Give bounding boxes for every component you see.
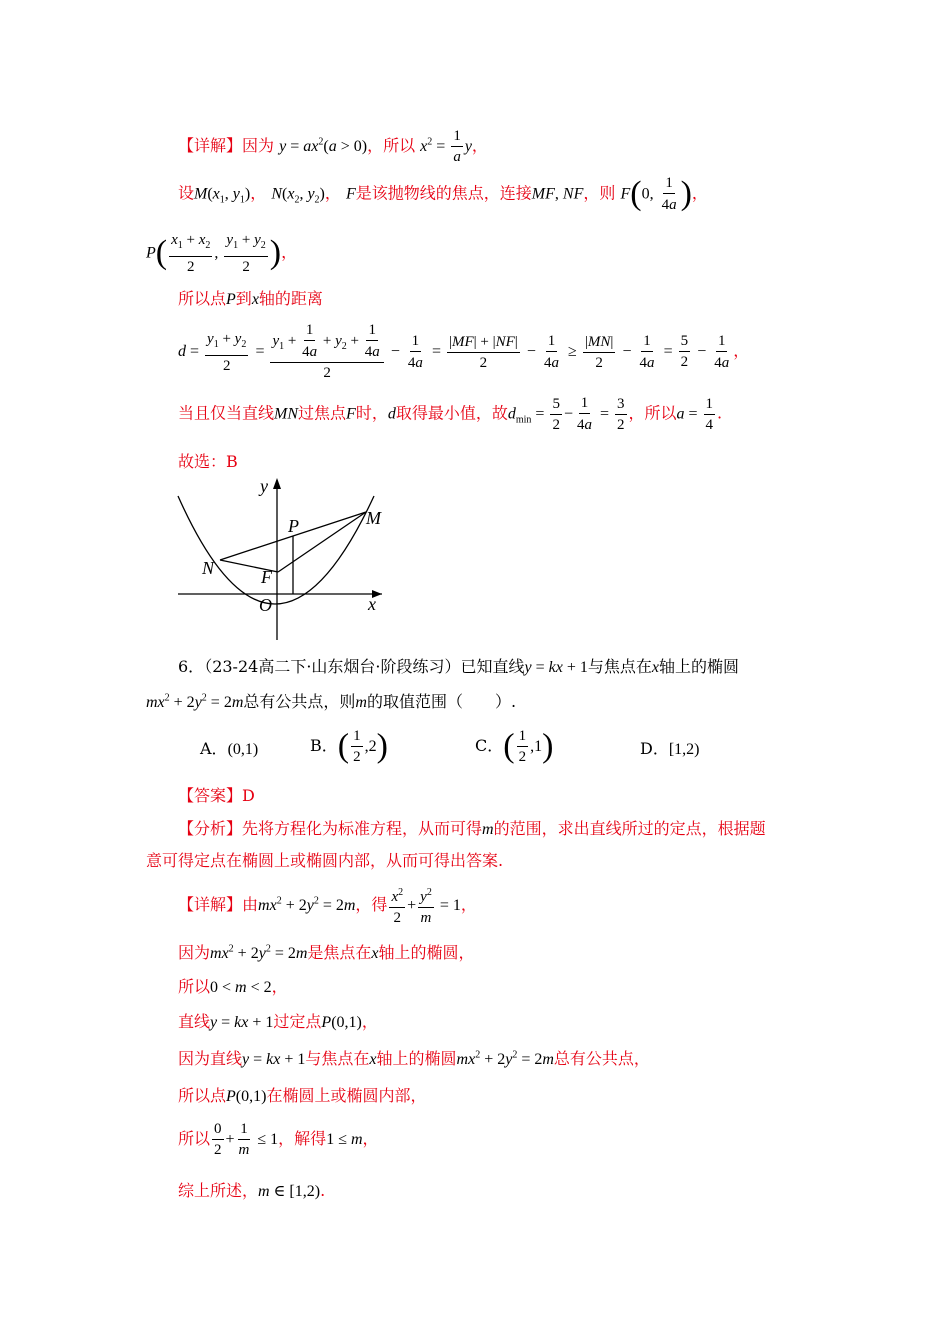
option-B[interactable]: B．( $\frac{1}{2}$ ,2)	[310, 727, 388, 765]
analysis-line-1: 【分析】先将方程化为标准方程，从而可得m的范围，求出直线所过的定点，根据题	[178, 819, 766, 838]
detail2-line-2: 因为$mx^2 + 2y^2 = 2m$是焦点在x轴上的椭圆，	[178, 943, 475, 962]
option-A[interactable]: A．(0,1)	[200, 739, 259, 758]
parabola	[178, 496, 374, 604]
label-O: O	[259, 595, 272, 615]
option-D[interactable]: D．[1,2)	[640, 739, 700, 758]
question-number: 6．	[178, 657, 205, 676]
detail-tag: 【详解】	[178, 136, 243, 155]
detail-line-6: 当且仅当直线MN过焦点F时，d取得最小值，故$d_{min}$ = $\frac{5}{2}$ − $\frac{1}{4a}$ = $\frac{3}{2}$ ，所以a = $\frac{1}{4}$ .	[178, 395, 723, 433]
detail-tag: 【详解】	[178, 895, 243, 914]
detail-line-5: d = $\frac{y_1 + y_2}{2}$ = $y_1$ + $\frac{1}{4a}$ + $y_2$ + $\frac{1}{4a}$ 2 − $\frac{1}{4a}$ = $\frac{|MF| + |NF|}{2}$ − $\frac{1}{4a}$ ≥ $\frac{|MN|}{2}$ − $\frac{1}{4a}$ = $\frac{5}{2}$ − $\frac{1}{4a}$ ，	[178, 322, 750, 381]
detail2-line-6: 所以点P(0,1)在椭圆上或椭圆内部，	[178, 1086, 427, 1105]
answer-line: 【答案】D	[178, 786, 255, 805]
label-y: y	[260, 476, 268, 496]
label-M: M	[366, 508, 381, 528]
detail-line-2: 设$M(x_1$, $y_1$)， $N(x_2$, $y_2$)， F是该抛物线的焦点，连接MF, NF，则 F(0, $\frac{1}{4a}$ )，	[178, 175, 708, 213]
label-F: F	[261, 567, 272, 587]
option-C[interactable]: C．( $\frac{1}{2}$ ,1)	[475, 727, 554, 765]
analysis-line-2: 意可得定点在椭圆上或椭圆内部，从而可得出答案.	[146, 851, 504, 870]
formula: y	[279, 138, 287, 155]
label-x: x	[368, 594, 376, 614]
detail2-line-7: 所以 $\frac{0}{2}$ + $\frac{1}{m}$ ≤ 1，解得1 ≤ m，	[178, 1121, 379, 1158]
detail2-line-8: 综上所述，m ∈ [1,2).	[178, 1181, 326, 1200]
label-N: N	[202, 558, 215, 578]
answer-tag: 【答案】	[178, 786, 243, 805]
analysis-tag: 【分析】	[178, 819, 243, 838]
answer-choice-line: 故选：B	[178, 452, 238, 471]
fraction: $\frac{1}{a}$	[453, 128, 461, 165]
detail2-line-1: 【详解】由$mx^2 + 2y^2 = 2m$，得 $\frac{x^2}{2}$ + $\frac{y^2}{m}$ = 1，	[178, 883, 477, 928]
detail-line-1: 【详解】因为 $y = ax^2(a > 0)$，所以 $x^2$ = $\frac{1}{a}$ y，	[178, 128, 488, 165]
detail2-line-5: 因为直线y = kx + 1与焦点在x轴上的椭圆$mx^2 + 2y^2 = 2m$总有公共点，	[178, 1049, 650, 1068]
detail2-line-3: 所以0 < m < 2，	[178, 977, 288, 996]
question-6-line-1: 6．（23-24高二下·山东烟台·阶段练习）已知直线y = kx + 1与焦点在x轴上的椭圆	[178, 657, 740, 676]
detail2-line-4: 直线y = kx + 1过定点P(0,1)，	[178, 1012, 378, 1031]
question-6-line-2: $mx^2 + 2y^2 = 2m$总有公共点，则m的取值范围（ ）.	[146, 692, 517, 711]
label-P: P	[288, 516, 299, 536]
detail-line-4: 所以点P到x轴的距离	[178, 289, 323, 308]
detail-line-3: P( $\frac{x_1 + x_2}{2}$ , $\frac{y_1 + y_2}{2}$ )，	[146, 229, 297, 277]
parabola-figure	[170, 472, 390, 644]
